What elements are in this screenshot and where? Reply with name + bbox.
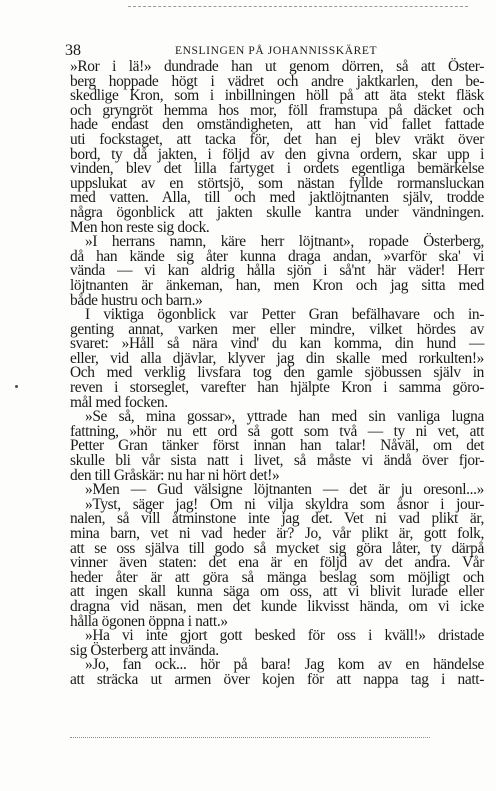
text-line: bord, ty då jakten, i följd av den givna ordern, skar upp i xyxy=(70,145,484,163)
text-line: genting annat, varken mer eller mindre, vilket hördes av xyxy=(70,320,484,338)
text-line: att se oss själva till godo så mycket sig göra låter, ty därpå xyxy=(70,539,484,557)
text-line: fattning, »hör nu ett ord så gott som två — ty ni vet, att xyxy=(70,422,484,440)
text-line: »Se så, mina gossar», yttrade han med sin vanliga lugna xyxy=(85,408,484,426)
text-line: eller, vid alla djävlar, klyver jag din skalle med rorkulten!» xyxy=(70,349,484,367)
text-line: löjtnanten är änkeman, han, men Kron och jag sitta med xyxy=(70,276,484,294)
text-line: reven i storseglet, varefter han hjälpte Kron i samma göro- xyxy=(70,379,484,397)
text-line: nalen, så vill åtminstone inte jag det. Vet ni vad plikt är, xyxy=(70,510,484,528)
ink-speck xyxy=(15,385,18,388)
text-line: heder åter är att göra så mänga beslag som möjligt och xyxy=(70,568,484,586)
text-line: uppslukat av en störtsjö, som nästan fyllde rormansluckan xyxy=(70,174,484,192)
text-line: den till Gråskär: nu har ni hört det!» xyxy=(70,466,280,484)
text-line: uti fockstaget, att tacka för, det han ej blev vräkt över xyxy=(70,130,484,148)
text-line: svaret: »Håll så nära vind' du kan komma, din hund — xyxy=(70,335,484,353)
text-line: »Ha vi inte gjort gott besked för oss i kväll!» dristade xyxy=(85,627,484,645)
text-line: skedlige Kron, som i inbillningen höll på att äta stekt fläsk xyxy=(70,87,484,105)
page-number: 38 xyxy=(65,42,81,59)
text-line: vända — vi kan aldrig hålla sjön i så'nt här väder! Herr xyxy=(70,262,484,280)
body-text xyxy=(70,60,484,688)
text-line: »Men — Gud välsigne löjtnanten — det är ju oresonl...» xyxy=(85,481,484,499)
text-line: både hustru och barn.» xyxy=(70,291,203,309)
text-line: att sträcka ut armen över kojen för att nappa tag i natt- xyxy=(70,670,484,688)
text-line: »Jo, fan ock... hör på bara! Jag kom av en händelse xyxy=(85,656,484,674)
text-line: några ögonblick att jakten skulle kantra under vändningen. xyxy=(70,203,484,221)
bottom-edge-rule xyxy=(70,737,430,739)
text-line: Petter Gran tänker först innan han talar! Nåväl, om det xyxy=(70,437,484,455)
text-line: »I herrans namn, käre herr löjtnant», ropade Österberg, xyxy=(85,233,484,251)
text-line: hade endast den omständigheten, att han vid fallet fattade xyxy=(70,116,484,134)
running-head: ENSLINGEN PÅ JOHANNISSKÄRET xyxy=(175,45,378,57)
text-line: Och med verklig livsfara tog den gamle sjöbussen själv in xyxy=(70,364,484,382)
text-line: »Ror i lä!» dundrade han ut genom dörren, så att Öster- xyxy=(70,58,484,75)
text-line: skulle bli vår sista natt i livet, så måste vi ändå över fjor- xyxy=(70,452,484,470)
top-edge-rule xyxy=(128,6,468,8)
text-line: hålla ögonen öppna i natt.» xyxy=(70,612,228,630)
text-line: mina barn, vet ni vad heder är? Jo, vår plikt är, gott folk, xyxy=(70,525,484,542)
text-line: att ingen skall kunna säga om oss, att vi blivit lurade eller xyxy=(70,583,484,601)
text-line: I viktiga ögonblick var Petter Gran befälhavare och in- xyxy=(85,306,484,324)
text-line: med vatten. Alla, till och med jaktlöjtnanten själv, trodde xyxy=(70,189,484,207)
text-line: dragna vid näsan, men det kunde likvisst hända, om vi icke xyxy=(70,597,484,615)
text-line: vinden, blev det lilla fartyget i ordets egentliga bemärkelse xyxy=(70,160,484,178)
text-line: Men hon reste sig dock. xyxy=(70,218,210,236)
text-line: vinner även staten: det ena är en följd av det andra. Vår xyxy=(70,554,484,572)
text-line: »Tyst, säger jag! Om ni vilja skyldra som åsnor i jour- xyxy=(85,495,484,513)
text-line: sig Österberg att invända. xyxy=(70,641,219,659)
text-line: berg hoppade högt i vädret och andre jaktkarlen, den be- xyxy=(70,72,484,90)
text-line: och gryngröt hemma hos mor, föll framstupa på däcket och xyxy=(70,101,484,119)
text-line: då han kände sig åter kunna draga andan, »varför ska' vi xyxy=(70,247,484,265)
text-line: mål med focken. xyxy=(70,393,168,411)
